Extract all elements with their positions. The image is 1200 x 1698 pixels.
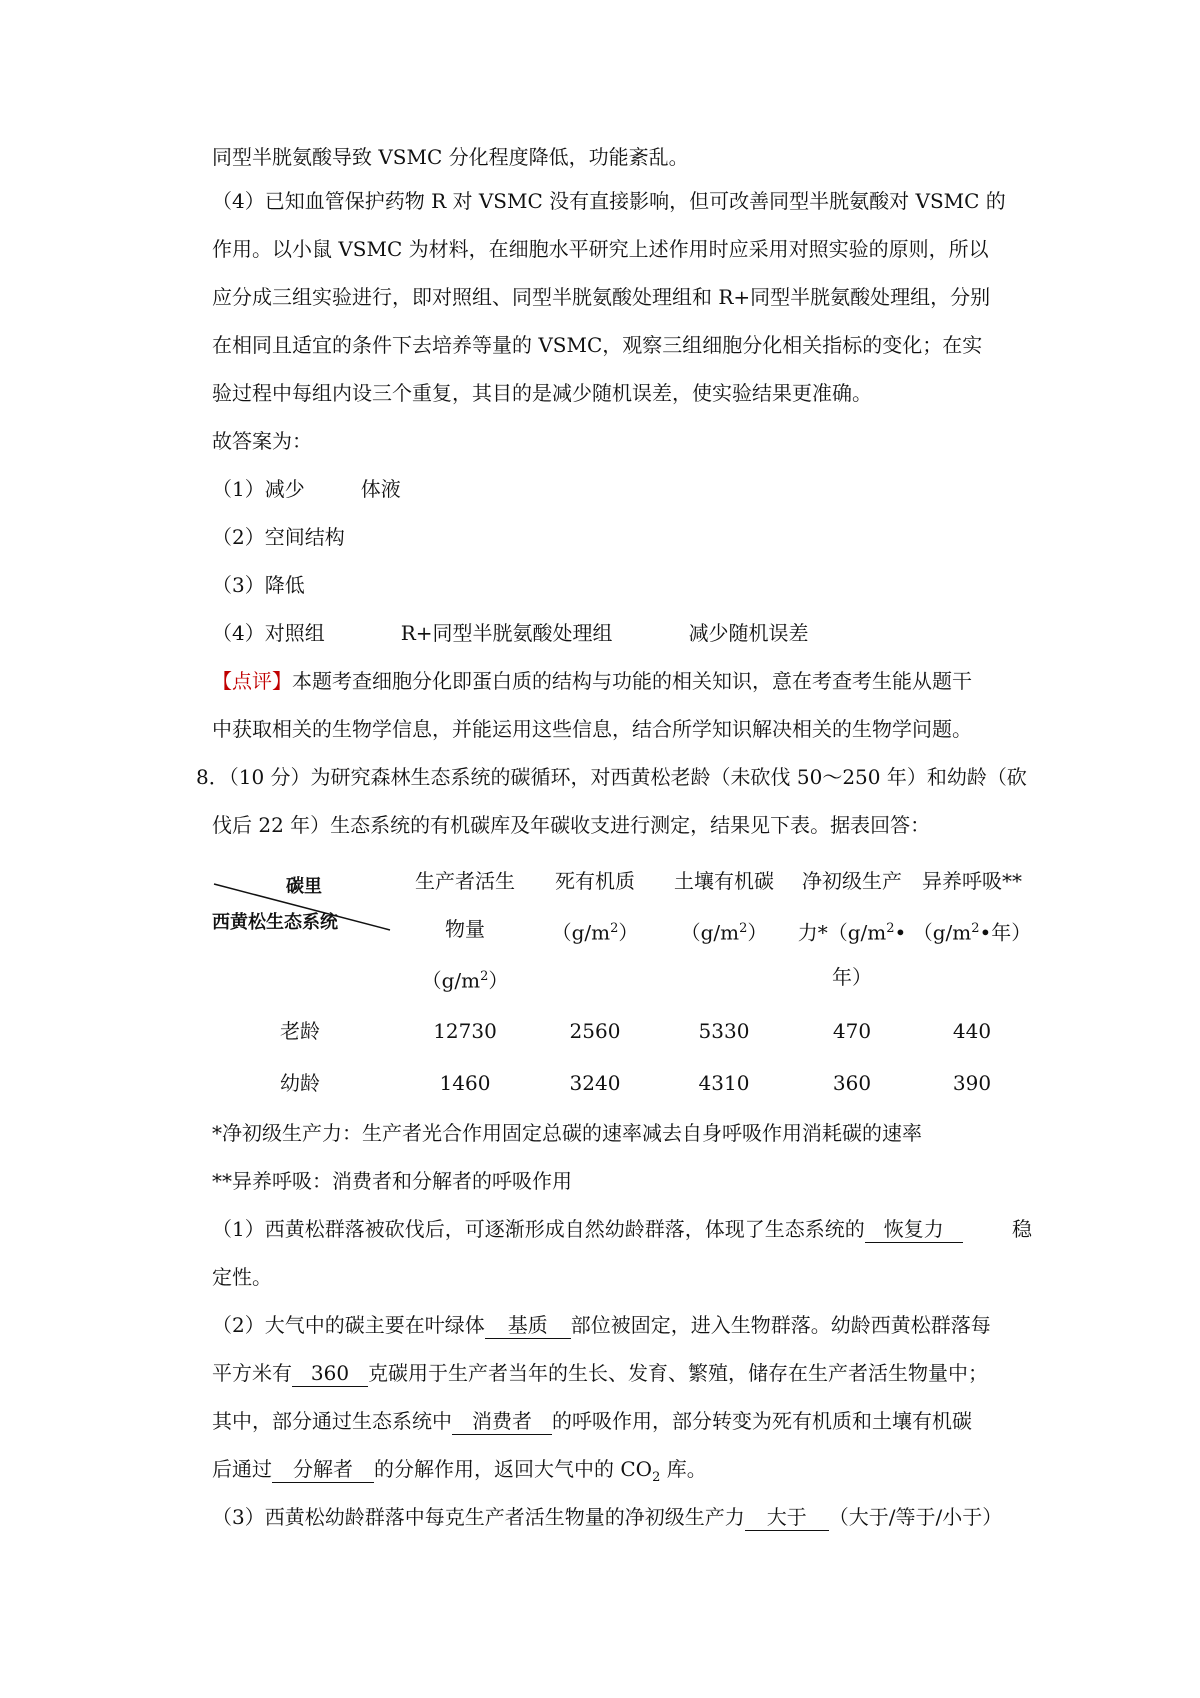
table-row-label: 幼龄 — [280, 1071, 320, 1095]
table-header-4-l1: 净初级生产 — [802, 869, 902, 893]
table-header-4-l2: 力$*(g/m^2•$ — [797, 920, 907, 945]
answer-4-b: R+同型半胱氨酸处理组 — [400, 621, 613, 645]
table-cell: 2560 — [569, 1019, 621, 1043]
answer-4 — [212, 618, 1032, 648]
q2-answer-1: 基质 — [485, 1312, 571, 1339]
table-header-3-l2: $(g/m^2)$ — [680, 920, 768, 945]
q1-answer: 恢复力 — [865, 1216, 963, 1243]
table-cell: 470 — [832, 1019, 872, 1043]
q2-line-1: （2）大气中的碳主要在叶绿体 基质 部位被固定，进入生物群落。幼龄西黄松群落每 — [212, 1313, 991, 1337]
table-header-1-l2: 物量 — [445, 917, 485, 941]
paragraph-line: 在相同且适宜的条件下去培养等量的 VSMC，观察三组细胞分化相关指标的变化；在实 — [212, 333, 983, 357]
note-2: **异养呼吸：消费者和分解者的呼吸作用 — [212, 1169, 572, 1193]
table-corner-header — [212, 872, 392, 942]
q3-line-1: （3）西黄松幼龄群落中每克生产者活生物量的净初级生产力 大于 （大于/等于/小于） — [212, 1505, 1003, 1529]
paragraph-line: 应分成三组实验进行，即对照组、同型半胱氨酸处理组和 R+同型半胱氨酸处理组，分别 — [212, 285, 991, 309]
q3-answer: 大于 — [745, 1504, 829, 1531]
table-row-label: 老龄 — [280, 1019, 320, 1043]
q2-answer-4: 分解者 — [272, 1456, 374, 1483]
table-header-5-l2: （$g/m^2•$年） — [912, 920, 1032, 945]
answer-1-label: （1）减少 — [212, 477, 305, 501]
table-header-1-l1: 生产者活生 — [415, 869, 515, 893]
table-header-3-l1: 土壤有机碳 — [674, 869, 774, 893]
table-header-2-l2: $(g/m^2)$ — [551, 920, 639, 945]
comment-line-2: 中获取相关的生物学信息，并能运用这些信息，结合所学知识解决相关的生物学问题。 — [212, 717, 972, 741]
table-corner-bottom: 西黄松生态系统 — [212, 912, 338, 933]
answer-1 — [212, 474, 1032, 504]
q2-answer-3: 消费者 — [452, 1408, 552, 1435]
table-cell: 440 — [952, 1019, 992, 1043]
table-corner-top: 碳里 — [286, 876, 322, 897]
comment-line-1 — [212, 666, 1032, 696]
paragraph-line: 同型半胱氨酸导致 VSMC 分化程度降低，功能紊乱。 — [212, 145, 689, 169]
table-header-1-l3: $(g/m^2)$ — [421, 968, 509, 993]
answer-4-c: 减少随机误差 — [688, 621, 809, 645]
table-cell: 4310 — [698, 1071, 750, 1095]
paragraph-line: （4）已知血管保护药物 R 对 VSMC 没有直接影响，但可改善同型半胱氨酸对 VSMC 的 — [212, 189, 1006, 213]
q2-line-4: 后通过 分解者 的分解作用，返回大气中的 $CO_2$ 库。 — [212, 1457, 707, 1485]
question-8-line-1: 8．（10 分）为研究森林生态系统的碳循环，对西黄松老龄（未砍伐 50～250 年）和幼龄（砍 — [196, 765, 1027, 789]
paragraph-line: 验过程中每组内设三个重复，其目的是减少随机误差，使实验结果更准确。 — [212, 381, 872, 405]
answer-3: （3）降低 — [212, 573, 305, 597]
q1-line-2: 定性。 — [212, 1265, 272, 1289]
comment-tag: 【点评】 — [212, 669, 292, 693]
table-cell: 3240 — [569, 1071, 621, 1095]
answer-intro: 故答案为： — [212, 429, 312, 453]
table-cell: 5330 — [698, 1019, 750, 1043]
question-8-line-2: 伐后 22 年）生态系统的有机碳库及年碳收支进行测定，结果见下表。据表回答： — [212, 813, 931, 837]
note-1: *净初级生产力：生产者光合作用固定总碳的速率减去自身呼吸作用消耗碳的速率 — [212, 1121, 922, 1145]
table-cell: 12730 — [433, 1019, 497, 1043]
table-header-4-l3: 年） — [832, 965, 872, 989]
paragraph-line: 作用。以小鼠 VSMC 为材料，在细胞水平研究上述作用时应采用对照实验的原则，所以 — [212, 237, 989, 261]
answer-1-b: 体液 — [360, 477, 401, 501]
table-header-5-l1: 异养呼吸** — [922, 869, 1022, 893]
q1-line-1: （1）西黄松群落被砍伐后，可逐渐形成自然幼龄群落，体现了生态系统的 恢复力 稳 — [212, 1217, 1032, 1241]
q2-line-3: 其中，部分通过生态系统中 消费者 的呼吸作用，部分转变为死有机质和土壤有机碳 — [212, 1409, 972, 1433]
q2-answer-2: 360 — [292, 1360, 368, 1387]
answer-4-label: （4）对照组 — [212, 621, 325, 645]
table-cell: 360 — [832, 1071, 872, 1095]
table-cell: 1460 — [439, 1071, 491, 1095]
table-header-2-l1: 死有机质 — [555, 869, 635, 893]
table-cell: 390 — [952, 1071, 992, 1095]
q2-line-2: 平方米有 360 克碳用于生产者当年的生长、发育、繁殖，储存在生产者活生物量中； — [212, 1361, 988, 1385]
answer-2: （2）空间结构 — [212, 525, 345, 549]
comment-text: 本题考查细胞分化即蛋白质的结构与功能的相关知识，意在考查考生能从题干 — [292, 669, 972, 693]
